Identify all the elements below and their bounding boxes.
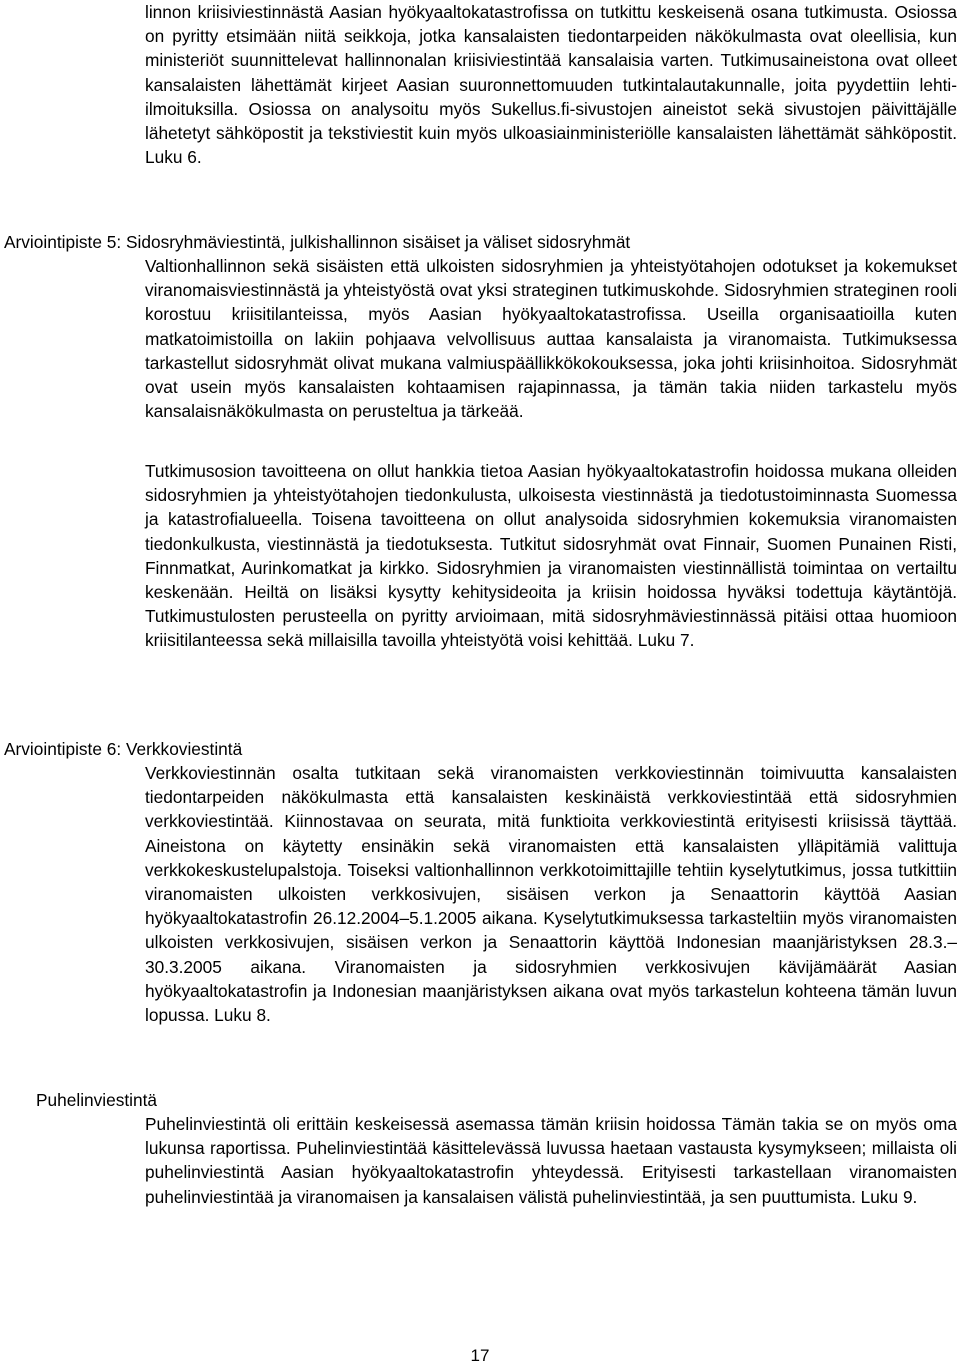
intro-paragraph: linnon kriisiviestinnästä Aasian hyökyaaltokatastrofissa on tutkittu keskeisenä osana tutkimusta. Osiossa on pyritty etsimään niitä seikkoja, jotka kansalaisten tiedontarpeiden näkökulmasta ovat oleellisia, kun ministeriöt suunnittelevat hallinnonalan kriisiviestintää kansalaisia varten. Tutkimusaineistona ovat olleet kansalaisten lähettämät kirjeet Aasian suuronnettomuuden tutkintalautakunnalle, joita pyydettiin lehti-ilmoituksilla. Osiossa on analysoitu myös Sukellus.fi-sivustojen aineistot sekä sivustojen päivittäjälle lähetetyt sähköpostit ja tekstiviestit kuin myös ulkoasiainministeriölle kansalaisten lähettämät sähköpostit. Luku 6. — [145, 2, 957, 168]
phone-section-paragraph: Puhelinviestintä oli erittäin keskeisessä asemassa tämän kriisin hoidossa Tämän takia se on myös oma lukunsa raportissa. Puhelinviestintää käsittelevässä luvussa haetaan vastausta kysymykseen; millaista oli puhelinviestintä Aasian hyökyaaltokatastrofin yhteydessä. Erityisesti tarkastellaan viranomaisten puhelinviestintää ja viranomaisen ja kansalaisen välistä puhelinviestintää, ja sen puuttumista. Luku 9. — [145, 1114, 957, 1207]
page-number: 17 — [470, 1346, 490, 1365]
section-5-heading: Arviointipiste 5: Sidosryhmäviestintä, julkishallinnon sisäiset ja väliset sidosryhmät — [4, 232, 631, 252]
section-6-paragraph: Verkkoviestinnän osalta tutkitaan sekä viranomaisten verkkoviestinnän toimivuutta kansalaisten tiedontarpeiden näkökulmasta että kansalaisten keskinäistä verkkoviestintää että sidosryhmien verkkoviestintää. Kiinnostavaa on seurata, mitä funktioita verkkoviestintä erityisesti kriisissä täyttää. Aineistona on käytetty ensinäkin sekä viranomaisten että kansalaisten ylläpitämiä valittuja verkkokeskustelupalstoja. Toiseksi valtionhallinnon verkkotoimittajille tehtiin kyselytutkimus, jossa tutkittiin viranomaisten ulkoisten verkkosivujen, sisäisen verkon ja Senaattorin käyttöä Aasian hyökyaaltokatastrofin 26.12.2004–5.1.2005 aikana. Kyselytutkimuksessa tarkasteltiin myös viranomaisten ulkoisten verkkosivujen, sisäisen verkon ja Senaattorin käyttöä Indonesian maanjäristyksen 28.3.–30.3.2005 aikana. Viranomaisten ja sidosryhmien verkkosivujen kävijämäärät Aasian hyökyaaltokatastrofin ja Indonesian maanjäristyksen aikana ovat myös tarkastelun kohteena tämän luvun lopussa. Luku 8. — [145, 763, 957, 1026]
section-6-heading: Arviointipiste 6: Verkkoviestintä — [4, 739, 243, 759]
section-5-paragraph-2: Tutkimusosion tavoitteena on ollut hankkia tietoa Aasian hyökyaaltokatastrofin hoidossa mukana olleiden sidosryhmien ja yhteistyötahojen tiedonkulusta, ulkoisesta viestinnästä ja tiedotustoiminnasta Suomessa ja katastrofialueella. Toisena tavoitteena on ollut analysoida sidosryhmien kokemuksia viranomaisten tiedonkulkusta, viestinnästä ja tiedotuksesta. Tutkitut sidosryhmät ovat Finnair, Suomen Punainen Risti, Finnmatkat, Aurinkomatkat ja kirkko. Sidosryhmien ja viranomaisten viestinnällistä toimintaa on vertailtu keskenään. Heiltä on lisäksi kysytty kehitysideoita ja kriisin hoidossa hyväksi todettuja käytäntöjä. Tutkimustulosten perusteella on pyritty arvioimaan, mitä sidosryhmäviestinnässä pitäisi ottaa huomioon kriisitilanteessa sekä millaisilla tavoilla yhteistyötä voisi kehittää. Luku 7. — [145, 461, 957, 651]
section-5-paragraph-1: Valtionhallinnon sekä sisäisten että ulkoisten sidosryhmien ja yhteistyötahojen odotukset ja kokemukset viranomaisviestinnästä ja yhteistyöstä ovat yksi strateginen tutkimuskohde. Sidosryhmien strateginen rooli korostuu kriisitilanteissa, myös Aasian hyökyaaltokatastrofissa. Useilla organisaatioilla kuten matkatoimistoilla on lakiin pohjaava velvollisuus auttaa kansalaista ja viranomaista. Tutkimuksessa tarkastellut sidosryhmät olivat mukana valmiuspäällikkökokouksessa, joka johti kriisinhoitoa. Sidosryhmät ovat usein myös kansalaisten kohtaamisen rajapinnassa, ja tämän takia niiden tarkastelu myös kansalaisnäkökulmasta on perusteltua ja tärkeää. — [145, 256, 957, 422]
phone-section-heading: Puhelinviestintä — [36, 1090, 158, 1110]
